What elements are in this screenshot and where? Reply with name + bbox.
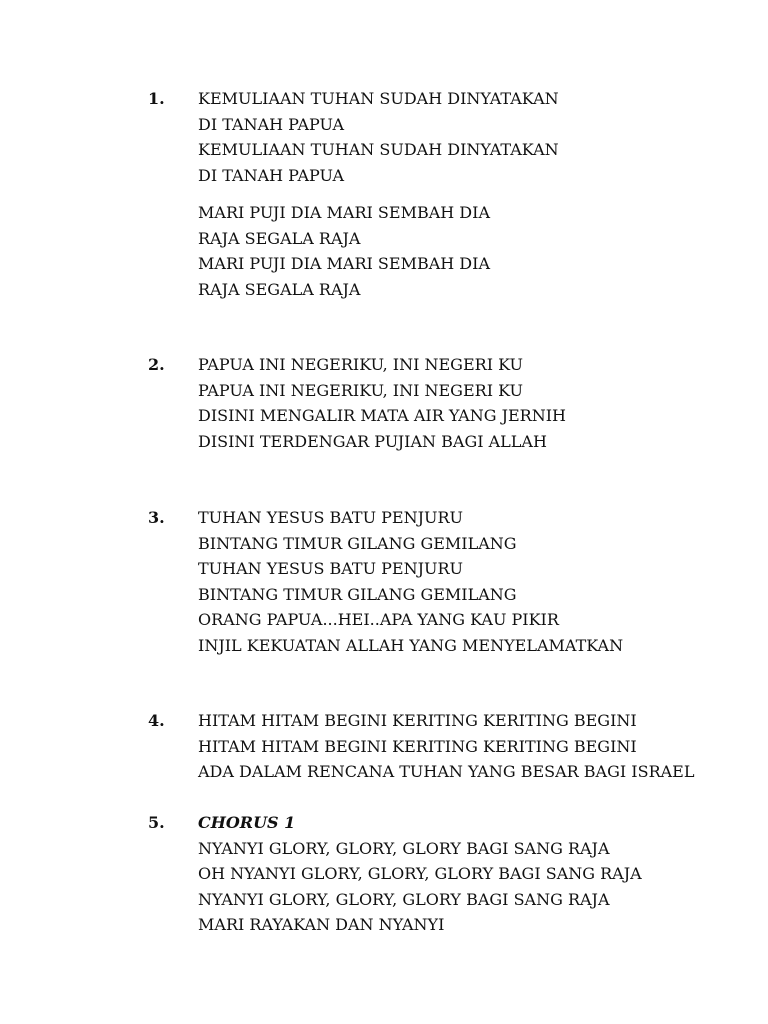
lyric-line: HITAM HITAM BEGINI KERITING KERITING BEGINI <box>198 736 637 756</box>
lyric-line: BINTANG TIMUR GILANG GEMILANG <box>198 584 517 604</box>
lyric-line: MARI PUJI DIA MARI SEMBAH DIA <box>198 254 491 273</box>
song-number: 5. <box>148 813 165 832</box>
lyric-line: DI TANAH PAPUA <box>198 114 345 134</box>
lyric-line: MARI PUJI DIA MARI SEMBAH DIA <box>198 203 491 222</box>
song-number: 3. <box>148 508 165 527</box>
lyric-line: BINTANG TIMUR GILANG GEMILANG <box>198 533 517 553</box>
lyric-line: DI TANAH PAPUA <box>198 165 345 185</box>
lyric-line: MARI RAYAKAN DAN NYANYI <box>198 915 445 934</box>
lyric-line: TUHAN YESUS BATU PENJURU <box>198 559 464 578</box>
lyric-line: PAPUA INI NEGERIKU, INI NEGERI KU <box>198 380 523 400</box>
lyric-line: ORANG PAPUA...HEI..APA YANG KAU PIKIR <box>198 610 559 629</box>
stanza <box>198 708 694 785</box>
stanza <box>198 810 642 938</box>
lyric-line: HITAM HITAM BEGINI KERITING KERITING BEGINI <box>198 711 637 730</box>
song-number: 4. <box>148 711 165 730</box>
lyric-line: OH NYANYI GLORY, GLORY, GLORY BAGI SANG RAJA <box>198 864 642 883</box>
lyric-line: RAJA SEGALA RAJA <box>198 279 361 299</box>
stanza <box>198 352 566 454</box>
lyric-line: ADA DALAM RENCANA TUHAN YANG BESAR BAGI ISRAEL <box>198 762 695 781</box>
lyric-line: DISINI TERDENGAR PUJIAN BAGI ALLAH <box>198 431 547 451</box>
lyric-line: KEMULIAAN TUHAN SUDAH DINYATAKAN <box>198 89 559 108</box>
lyric-line: NYANYI GLORY, GLORY, GLORY BAGI SANG RAJA <box>198 889 610 909</box>
stanza <box>198 505 623 658</box>
song-number: 1. <box>148 89 165 108</box>
chorus-label: CHORUS 1 <box>198 813 296 832</box>
stanza <box>198 86 559 188</box>
lyric-line: NYANYI GLORY, GLORY, GLORY BAGI SANG RAJA <box>198 838 610 858</box>
lyric-line: INJIL KEKUATAN ALLAH YANG MENYELAMATKAN <box>198 635 624 655</box>
lyric-line: TUHAN YESUS BATU PENJURU <box>198 508 464 527</box>
lyric-line: DISINI MENGALIR MATA AIR YANG JERNIH <box>198 406 566 425</box>
lyric-line: PAPUA INI NEGERIKU, INI NEGERI KU <box>198 355 523 374</box>
lyric-line: KEMULIAAN TUHAN SUDAH DINYATAKAN <box>198 140 559 159</box>
lyric-line: RAJA SEGALA RAJA <box>198 228 361 248</box>
song-number: 2. <box>148 355 165 374</box>
stanza <box>198 200 490 302</box>
